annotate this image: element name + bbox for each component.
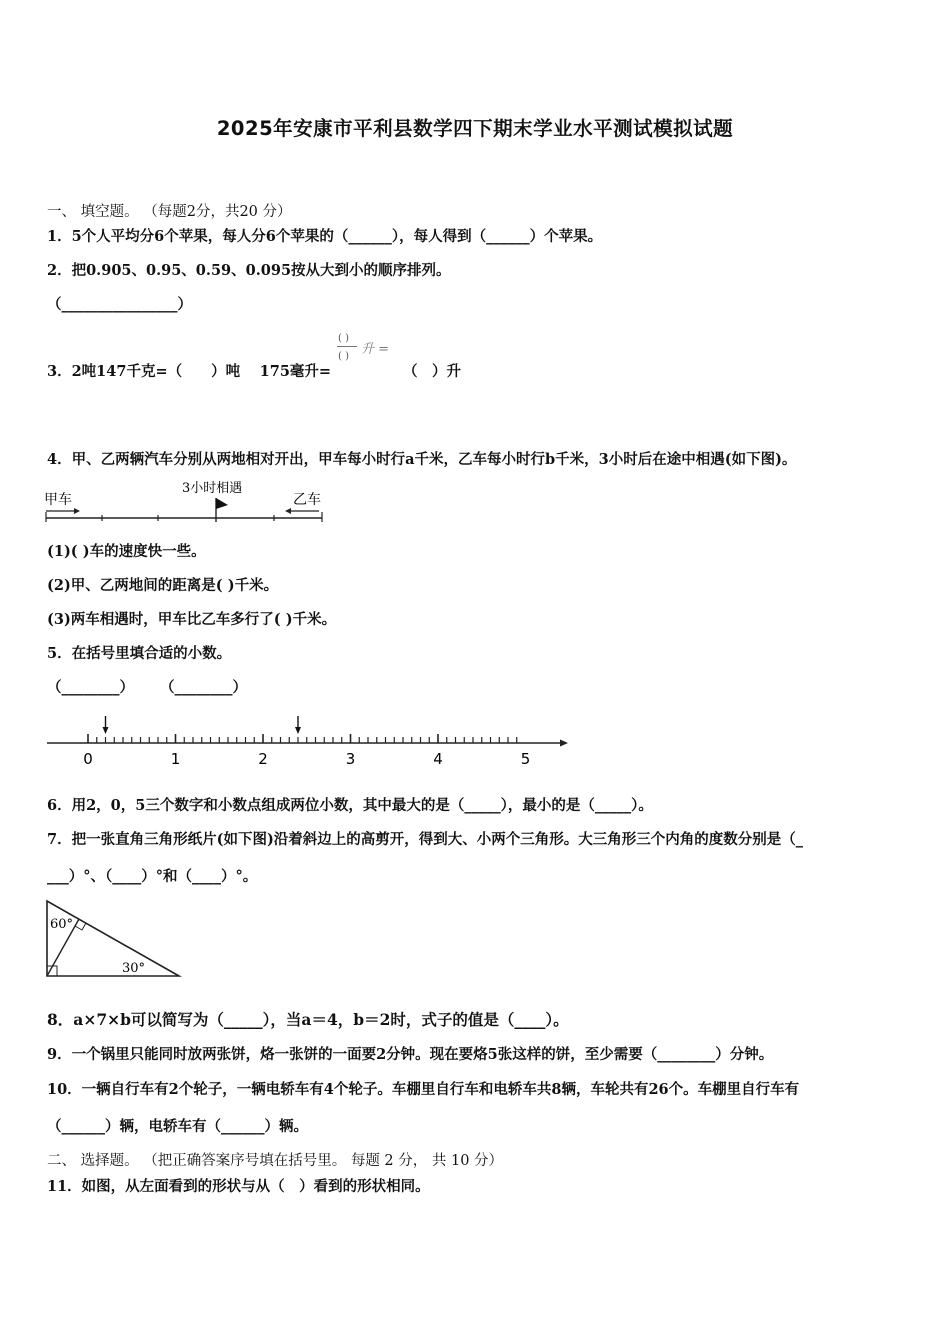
q4-meeting-diagram [44,476,334,528]
question-4-part-3: (3)两车相遇时，甲车比乙车多行了( )千米。 [47,611,337,628]
question-5: 5．在括号里填合适的小数。 [47,645,232,662]
q4-right-arrowhead [285,508,291,514]
q4-right-label: 乙车 [293,492,321,508]
q4-meet-label: 3小时相遇 [182,481,243,496]
q5-axis-arrowhead [560,740,568,747]
q4-left-arrowhead [74,508,80,514]
q5-tick-label: 5 [520,750,531,768]
q5-pointer-arrow [103,716,109,734]
q4-left-label: 甲车 [44,492,72,508]
q3-fraction-unit: 升 = [361,342,390,357]
q3-fraction-bar [337,346,357,347]
q7-angle-right: 30° [122,961,146,976]
question-4: 4．甲、乙两辆汽车分别从两地相对开出，甲车每小时行a千米，乙车每小时行b千米，3小时后在途中相遇(如下图)。 [47,451,797,468]
question-2: 2．把0.905、0.95、0.59、0.095按从大到小的顺序排列。 [47,262,451,279]
question-4-part-2: (2)甲、乙两地间的距离是( )千米。 [47,577,279,594]
q4-flag-icon [216,498,228,509]
question-3-part-a: 3．2吨147千克=（ ）吨 175毫升= [47,363,332,380]
q7-right-triangle [47,901,179,976]
section-1-heading: 一、 填空题。 （每题2分，共20 分） [47,204,292,220]
q3-fraction-denominator: ( ) [338,351,349,362]
question-6: 6．用2，0，5三个数字和小数点组成两位小数，其中最大的是（_____），最小的是（_____）。 [47,797,653,814]
question-8: 8．a×7×b可以简写为（_____），当a＝4，b＝2时，式子的值是（____）。 [47,1010,569,1029]
q5-number-line [0,712,600,772]
q5-tick-label: 4 [433,750,443,768]
q7-angle-top: 60° [50,917,74,932]
page-title: 2025年安康市平利县数学四下期末学业水平测试模拟试题 [216,117,734,140]
question-10-line-1: 10．一辆自行车有2个轮子，一辆电轿车有4个轮子。车棚里自行车和电轿车共8辆，车轮共有26个。车棚里自行车有 [47,1081,800,1098]
question-5-blank-2: （________） [160,679,247,696]
question-7-line-1: 7．把一张直角三角形纸片(如下图)沿着斜边上的高剪开，得到大、小两个三角形。大三角形三个内角的度数分别是（_ [47,831,804,848]
q3-fraction-numerator: ( ) [338,333,349,344]
q5-tick-label: 1 [170,750,181,768]
question-7-line-2: ___）°、（____）°和（____）°。 [47,868,258,885]
section-2-heading: 二、 选择题。 （把正确答案序号填在括号里。 每题 2 分， 共 10 分） [47,1153,504,1169]
question-1: 1．5个人平均分6个苹果，每人分6个苹果的（______），每人得到（______）个苹果。 [47,228,603,245]
question-10-line-2: （______）辆，电轿车有（______）辆。 [47,1118,308,1135]
question-5-blank-1: （________） [47,679,134,696]
q7-triangle-diagram [44,898,184,980]
q5-tick-label: 0 [83,750,93,768]
q5-pointer-arrow [295,716,301,734]
q5-tick-label: 3 [345,750,356,768]
q5-tick-label: 2 [258,750,268,768]
question-11: 11．如图，从左面看到的形状与从（ ）看到的形状相同。 [47,1178,430,1195]
question-2-blank: （________________） [47,296,192,313]
question-9: 9．一个锅里只能同时放两张饼，烙一张饼的一面要2分钟。现在要烙5张这样的饼，至少需要（________）分钟。 [47,1046,774,1063]
question-3-part-b: （ ）升 [403,363,461,380]
question-4-part-1: (1)( )车的速度快一些。 [47,543,206,560]
